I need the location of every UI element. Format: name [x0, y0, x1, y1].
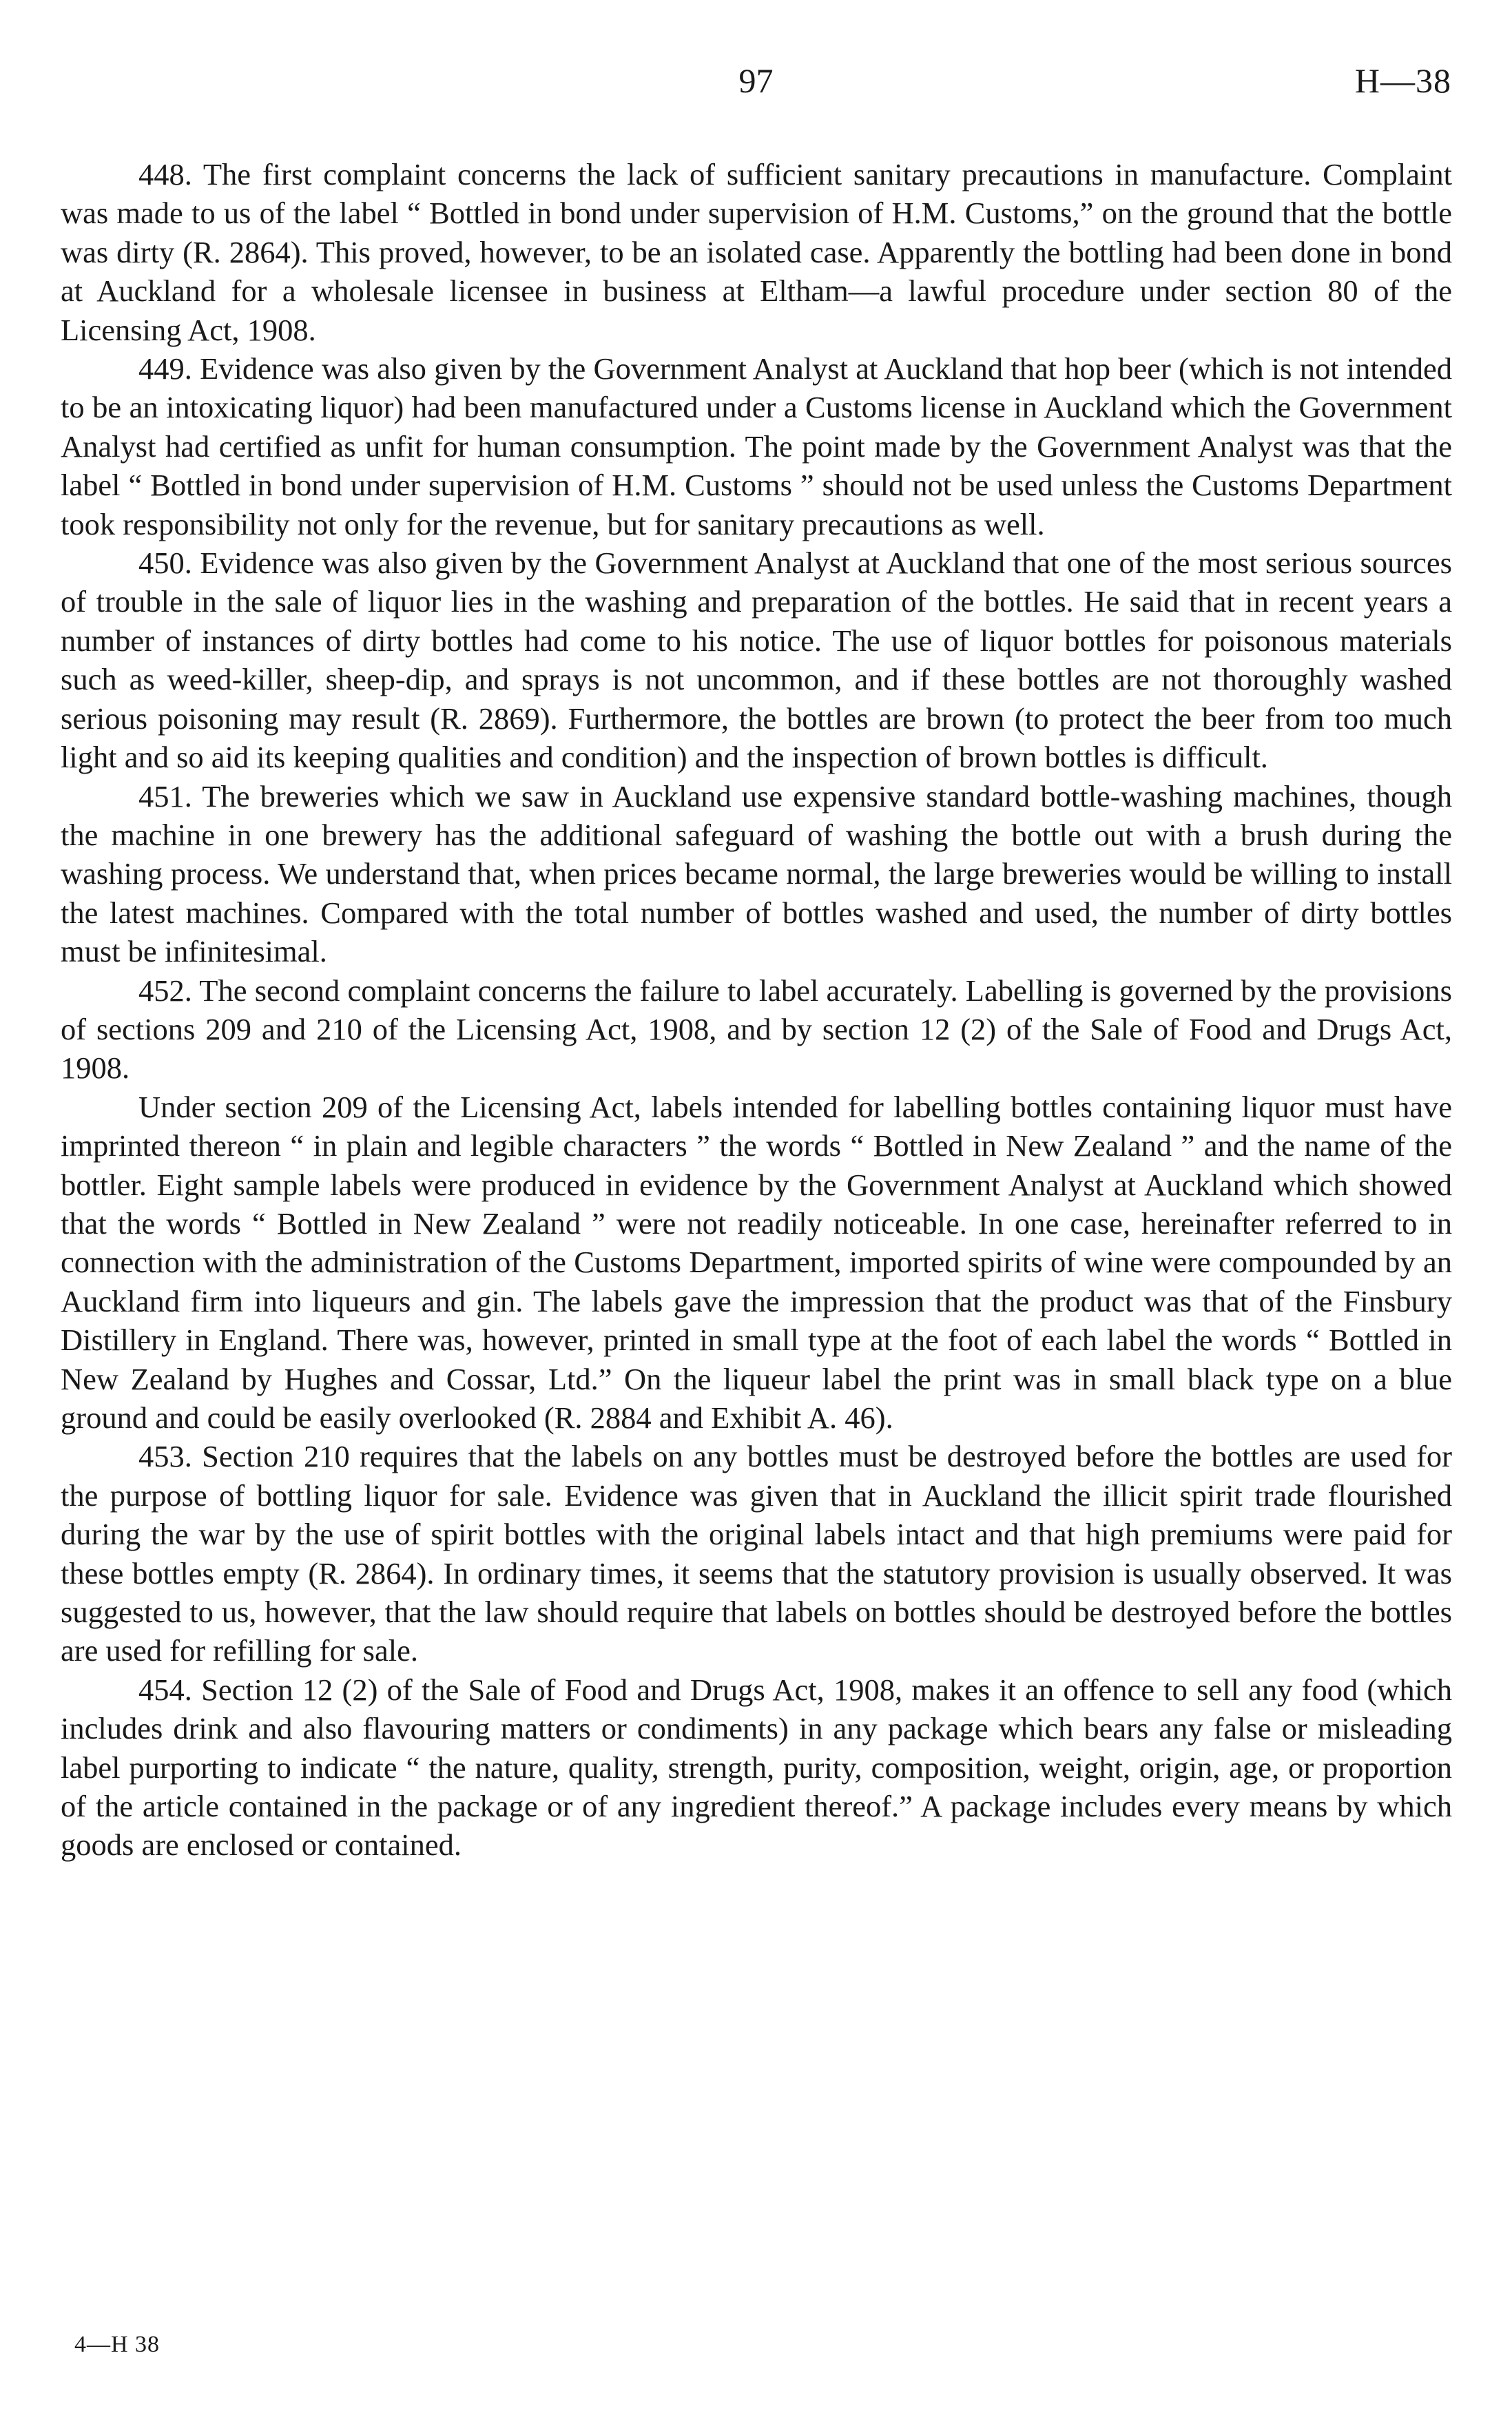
- paragraph-450: 450. Evidence was also given by the Government Analyst at Auckland that one of the most serious sources of trouble in the sale of liquor lies in the washing and preparation of the bottles. He said that in recent years a number of instances of dirty bottles had come to his notice. The use of liquor bottles for poisonous materials such as weed-killer, sheep-dip, and sprays is not uncommon, and if these bottles are not thoroughly washed serious poisoning may result (R. 2869). Furthermore, the bottles are brown (to protect the beer from too much light and so aid its keeping qualities and condition) and the inspection of brown bottles is difficult.: [61, 546, 1452, 775]
- paragraph-448: 448. The first complaint concerns the lack of sufficient sanitary precautions in manufacture. Complaint was made to us of the label “ Bottled in bond under supervision of H.M. Customs,” on the ground that the bottle was dirty (R. 2864). This proved, however, to be an isolated case. Apparently the bottling had been done in bond at Auckland for a wholesale licensee in business at Eltham—a lawful procedure under section 80 of the Licensing Act, 1908.: [61, 157, 1452, 347]
- paragraph-453: 453. Section 210 requires that the labels on any bottles must be destroyed before the bottles are used for the purpose of bottling liquor for sale. Evidence was given that in Auckland the illicit spirit trade flourished during the war by the use of spirit bottles with the original labels intact and that high premiums were paid for these bottles empty (R. 2864). In ordinary times, it seems that the statutory provision is usually observed. It was suggested to us, however, that the law should require that labels on bottles should be destroyed before the bottles are used for refilling for sale.: [61, 1439, 1452, 1668]
- paragraph-section-209: Under section 209 of the Licensing Act, labels intended for labelling bottles containing liquor must have imprinted thereon “ in plain and legible characters ” the words “ Bottled in New Zealand ” and the name of the bottler. Eight sample labels were produced in evidence by the Government Analyst at Auckland which showed that the words “ Bottled in New Zealand ” were not readily noticeable. In one case, hereinafter referred to in connection with the administration of the Customs Department, imported spirits of wine were compounded by an Auckland firm into liqueurs and gin. The labels gave the impression that the product was that of the Finsbury Distillery in England. There was, however, printed in small type at the foot of each label the words “ Bottled in New Zealand by Hughes and Cossar, Ltd.” On the liqueur label the print was in small black type on a blue ground and could be easily overlooked (R. 2884 and Exhibit A. 46).: [61, 1089, 1452, 1435]
- document-reference: H—38: [1354, 61, 1451, 100]
- body-text: [61, 155, 1452, 1865]
- page-header: [61, 61, 1451, 109]
- paragraph-454: 454. Section 12 (2) of the Sale of Food and Drugs Act, 1908, makes it an offence to sell any food (which includes drink and also flavouring matters or condiments) in any package which bears any false or misleading label purporting to indicate “ the nature, quality, strength, purity, composition, weight, origin, age, or proportion of the article contained in the package or of any ingredient thereof.” A package includes every means by which goods are enclosed or contained.: [61, 1672, 1452, 1863]
- paragraph-449: 449. Evidence was also given by the Government Analyst at Auckland that hop beer (which is not intended to be an intoxicating liquor) had been manufactured under a Customs license in Auckland which the Government Analyst had certified as unfit for human consumption. The point made by the Government Analyst was that the label “ Bottled in bond under supervision of H.M. Customs ” should not be used unless the Customs Department took responsibility not only for the revenue, but for sanitary precautions as well.: [61, 351, 1452, 541]
- page-number: 97: [738, 61, 774, 100]
- signature-mark: 4—H 38: [74, 2332, 160, 2357]
- paragraph-451: 451. The breweries which we saw in Auckland use expensive standard bottle-washing machines, though the machine in one brewery has the additional safeguard of washing the bottle out with a brush during the washing process. We understand that, when prices became normal, the large breweries would be willing to install the latest machines. Compared with the total number of bottles washed and used, the number of dirty bottles must be infinitesimal.: [61, 778, 1452, 969]
- paragraph-452: 452. The second complaint concerns the failure to label accurately. Labelling is governed by the provisions of sections 209 and 210 of the Licensing Act, 1908, and by section 12 (2) of the Sale of Food and Drugs Act, 1908.: [61, 973, 1452, 1086]
